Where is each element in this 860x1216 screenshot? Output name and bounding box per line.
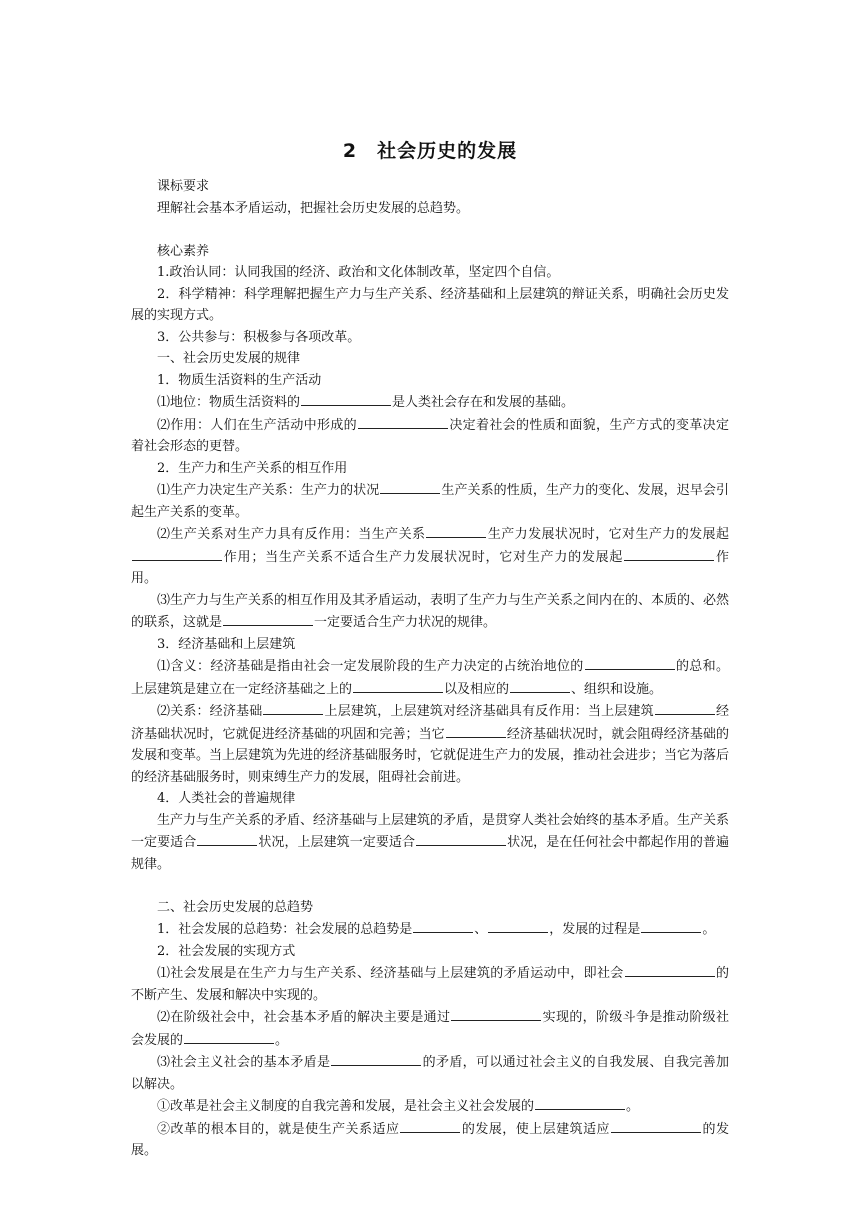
fill-in-blank [380, 479, 440, 494]
fill-in-blank [358, 414, 448, 429]
text-run: 作用；当生产关系不适合生产力发展状况时，它对生产力的发展起 [223, 549, 624, 565]
fill-in-blank [400, 1118, 460, 1133]
text-run: 理解社会基本矛盾运动，把握社会历史发展的总趋势。 [157, 200, 470, 216]
document-body [131, 176, 729, 1162]
text-run: ②改革的根本目的，就是使生产关系适应 [157, 1121, 400, 1137]
text-run: 以及相应的 [444, 681, 510, 697]
paragraph [131, 655, 729, 700]
paragraph [131, 962, 729, 1006]
paragraph [131, 788, 729, 810]
fill-in-blank [197, 831, 257, 846]
fill-in-blank [451, 1006, 541, 1021]
paragraph [131, 700, 729, 788]
text-run: ⑶社会主义社会的基本矛盾是 [157, 1055, 331, 1070]
paragraph [131, 348, 729, 370]
paragraph [131, 479, 729, 523]
fill-in-blank [184, 1029, 274, 1044]
text-run: 。 [702, 922, 716, 937]
text-run: 、组织和设施。 [571, 681, 663, 697]
text-run: 是人类社会存在和发展的基础。 [392, 395, 575, 410]
text-run: 的发展。 [131, 1121, 729, 1158]
fill-in-blank [624, 546, 714, 561]
text-run: ⑶生产力与生产关系的相互作用及其矛盾运动，表明了生产力与生产关系之间内在的、本质的、必然的联系，这就是 [131, 592, 730, 630]
text-run: 的总和。上层建筑是建立在一定经济基础之上的 [131, 659, 729, 697]
text-run: 实现的，阶级斗争是推动阶级社会发展的 [131, 1010, 729, 1048]
paragraph-gap [131, 875, 729, 897]
text-run: 。 [626, 1099, 640, 1114]
paragraph-gap [131, 219, 729, 241]
fill-in-blank [655, 700, 715, 715]
text-run: 3．经济基础和上层建筑 [157, 636, 296, 652]
paragraph [131, 810, 729, 876]
text-run: ⑵关系：经济基础 [157, 704, 263, 719]
text-run: ①改革是社会主义制度的自我完善和发展，是社会主义社会发展的 [157, 1099, 535, 1114]
text-run: ⑴生产力决定生产关系：生产力的状况 [157, 483, 380, 498]
fill-in-blank [611, 1118, 701, 1133]
text-run: ⑵生产关系对生产力具有反作用：当生产关系 [157, 527, 426, 542]
text-run: 一定要适合生产力状况的规律。 [314, 615, 497, 630]
fill-in-blank [353, 678, 443, 693]
text-run: 的发展，使上层建筑适应 [461, 1121, 611, 1137]
text-run: 生产力发展状况时，它对生产力的发展起 [487, 527, 729, 542]
fill-in-blank [641, 918, 701, 933]
paragraph [131, 1118, 729, 1162]
text-run: 二、社会历史发展的总趋势 [157, 899, 314, 915]
paragraph [131, 262, 729, 284]
fill-in-blank [426, 523, 486, 538]
paragraph [131, 391, 729, 414]
fill-in-blank [446, 723, 506, 738]
paragraph [131, 327, 729, 349]
text-run: 1.政治认同：认同我国的经济、政治和文化体制改革，坚定四个自信。 [157, 265, 560, 280]
text-run: 生产关系的性质，生产力的变化、发展，迟早会引起生产关系的变革。 [131, 483, 729, 520]
fill-in-blank [535, 1095, 625, 1110]
paragraph [131, 590, 729, 634]
text-run: ⑴社会发展是在生产力与生产关系、经济基础与上层建筑的矛盾运动中，即社会 [157, 966, 624, 981]
fill-in-blank [331, 1051, 421, 1066]
text-run: 一、社会历史发展的规律 [157, 351, 301, 366]
fill-in-blank [132, 546, 222, 561]
text-run: 状况，是在任何社会中都起作用的普遍规律。 [131, 835, 729, 872]
text-run: 的不断产生、发展和解决中实现的。 [131, 966, 729, 1003]
paragraph [131, 1095, 729, 1118]
text-run: 1．社会发展的总趋势：社会发展的总趋势是 [157, 922, 413, 937]
text-run: ，发展的过程是 [549, 922, 641, 937]
paragraph [131, 523, 729, 590]
text-run: 上层建筑，上层建筑对经济基础具有反作用：当上层建筑 [324, 704, 654, 719]
fill-in-blank [625, 962, 715, 977]
text-run: 3．公共参与：积极参与各项改革。 [157, 329, 361, 345]
paragraph [131, 897, 729, 919]
text-run: 、 [474, 922, 488, 937]
text-run: 经济基础状况时，就会阻碍经济基础的发展和变革。当上层建筑为先进的经济基础服务时，它就促进生产力的发展，推动社会进步；当它为落后的经济基础服务时，则束缚生产力的发展，阻碍社会前进。 [131, 726, 730, 785]
text-run: 。 [275, 1032, 289, 1048]
paragraph [131, 370, 729, 392]
fill-in-blank [585, 655, 675, 670]
text-run: 状况，上层建筑一定要适合 [258, 835, 416, 850]
text-run: ⑵作用：人们在生产活动中形成的 [157, 417, 357, 433]
lesson-title: 2 社会历史的发展 [342, 140, 518, 162]
text-run: 1．物质生活资料的生产活动 [157, 372, 322, 388]
paragraph [131, 176, 729, 198]
fill-in-blank [263, 700, 323, 715]
document-page [131, 138, 729, 1162]
paragraph [131, 284, 729, 327]
fill-in-blank [223, 611, 313, 626]
fill-in-blank [416, 831, 506, 846]
text-run: 经济基础状况时，它就促进经济基础的巩固和完善；当它 [131, 704, 729, 742]
text-run: ⑴含义：经济基础是指由社会一定发展阶段的生产力决定的占统治地位的 [157, 659, 584, 674]
text-run: 核心素养 [157, 243, 210, 259]
paragraph [131, 918, 729, 941]
paragraph [131, 458, 729, 480]
text-run: ⑴地位：物质生活资料的 [157, 395, 301, 410]
paragraph [131, 1006, 729, 1051]
text-run: 2．生产力和生产关系的相互作用 [157, 460, 348, 476]
paragraph [131, 1051, 729, 1095]
fill-in-blank [413, 918, 473, 933]
text-run: ⑵在阶级社会中，社会基本矛盾的解决主要是通过 [157, 1010, 451, 1025]
text-run: 课标要求 [157, 179, 210, 194]
text-run: 决定着社会的性质和面貌，生产方式的变革决定着社会形态的更替。 [131, 417, 729, 454]
text-run: 4．人类社会的普遍规律 [157, 791, 296, 806]
fill-in-blank [488, 918, 548, 933]
paragraph [131, 941, 729, 963]
paragraph [131, 634, 729, 656]
text-run: 2．科学精神：科学理解把握生产力与生产关系、经济基础和上层建筑的辩证关系，明确社会历史发展的实现方式。 [131, 286, 729, 323]
paragraph [131, 414, 729, 458]
fill-in-blank [301, 391, 391, 406]
text-run: 的矛盾，可以通过社会主义的自我发展、自我完善加以解决。 [131, 1055, 729, 1092]
text-run: 2．社会发展的实现方式 [157, 943, 296, 959]
text-run: 作用。 [131, 549, 729, 586]
paragraph [131, 198, 729, 220]
fill-in-blank [510, 678, 570, 693]
paragraph [131, 241, 729, 263]
text-run: 生产力与生产关系的矛盾、经济基础与上层建筑的矛盾，是贯穿人类社会始终的基本矛盾。生产关系一定要适合 [131, 812, 730, 850]
